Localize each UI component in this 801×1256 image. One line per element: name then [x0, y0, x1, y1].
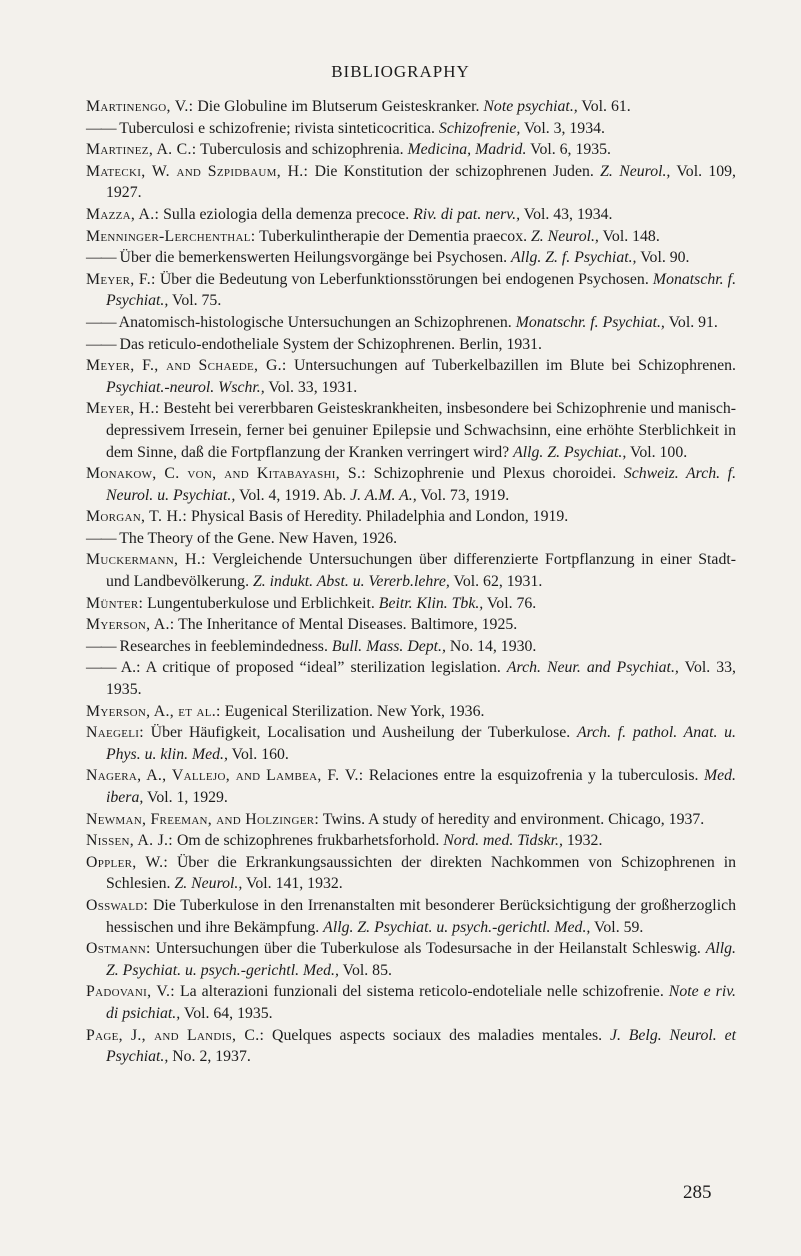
entry-journal: Note e riv. di psichiat., [106, 983, 736, 1022]
entry-author: Padovani, V.: [86, 983, 175, 1001]
entry-title: Über die bemerkenswerten Heilungsvorgänge bei Psychosen. [119, 249, 508, 267]
same-author-dash: —— [86, 119, 116, 137]
entry-author: Monakow, C. von, and Kitabayashi, S.: [86, 465, 366, 483]
entry-author: Martinez, A. C.: [86, 141, 197, 159]
entry-title: Eugenical Sterilization. New York, 1936. [224, 702, 485, 720]
entry-author: Osswald: [86, 896, 149, 914]
entry-journal: Allg. Z. Psychiat. u. psych.-gerichtl. Med., [323, 918, 591, 936]
entry-title: Quelques aspects sociaux des maladies mentales. [272, 1026, 603, 1044]
entry-journal: Note psychiat., [483, 98, 578, 115]
entry-details: Vol. 33, 1931. [268, 378, 358, 396]
same-author-dash: —— [86, 637, 116, 655]
bibliography-entry [86, 636, 736, 658]
running-header: BIBLIOGRAPHY [331, 62, 470, 81]
entry-author: Myerson, A.: [86, 616, 175, 634]
bibliography-entry [86, 549, 736, 592]
entry-title: Tuberculosi e schizofrenie; rivista sinteticocritica. [119, 119, 435, 137]
entry-details: Vol. 61. [581, 98, 631, 115]
entry-title: A.: A critique of proposed “ideal” sterilization legislation. [120, 659, 501, 677]
entry-author: Meyer, H.: [86, 400, 160, 418]
entry-author: Morgan, T. H.: [86, 508, 188, 526]
entry-details: No. 2, 1937. [172, 1048, 251, 1066]
entry-title: Untersuchungen über die Tuberkulose als Todesursache in der Heilanstalt Schleswig. [155, 940, 701, 958]
entry-author: Oppler, W.: [86, 853, 169, 871]
entry-details: Vol. 59. [594, 918, 644, 936]
bibliography-entry [86, 895, 736, 938]
entry-author: Matecki, W. and Szpidbaum, H.: [86, 162, 309, 180]
entry-author: Newman, Freeman, and Holzinger: [86, 810, 320, 828]
same-author-dash: —— [86, 529, 116, 547]
bibliography-entry [86, 161, 736, 204]
entry-details: Vol. 148. [602, 227, 660, 245]
entry-details: Vol. 141, 1932. [246, 875, 343, 893]
entry-journal: Med. ibera, [106, 767, 736, 806]
entry-author: Mazza, A.: [86, 205, 160, 223]
entry-details: Vol. 4, 1919. Ab. [238, 486, 347, 504]
bibliography-entry [86, 139, 736, 161]
entry-author: Ostmann: [86, 940, 151, 958]
page-number: 285 [683, 1182, 712, 1203]
entry-title: Über die Bedeutung von Leberfunktionsstörungen bei endogenen Psychosen. [159, 270, 649, 288]
entry-details: 1932. [566, 832, 603, 850]
entry-title: Physical Basis of Heredity. Philadelphia and London, 1919. [191, 508, 569, 526]
entry-journal: Arch. Neur. and Psychiat., [506, 659, 679, 677]
entry-author: Meyer, F., and Schaede, G.: [86, 357, 287, 375]
entry-author: Münter: [86, 594, 144, 612]
bibliography-entry [86, 809, 736, 831]
bibliography-entry [86, 614, 736, 636]
entry-title: Schizophrenie und Plexus choroidei. [373, 465, 617, 483]
entry-journal: Monatschr. f. Psychiat., [106, 270, 737, 310]
entry-title: Relaciones entre la esquizofrenia y la tuberculosis. [368, 767, 699, 785]
entry-journal: Riv. di pat. nerv., [413, 205, 521, 223]
entry-details: No. 14, 1930. [449, 637, 537, 655]
bibliography-entry [86, 830, 736, 852]
entry-title: Sulla eziologia della demenza precoce. [163, 205, 410, 223]
same-author-dash: —— [86, 249, 116, 267]
entry-title: The Inheritance of Mental Diseases. Baltimore, 1925. [178, 616, 518, 634]
bibliography-entry [86, 852, 736, 895]
entry-author: Muckermann, H.: [86, 551, 206, 569]
entry-journal: Bull. Mass. Dept., [331, 637, 446, 655]
entry-title: The Theory of the Gene. New Haven, 1926. [119, 529, 398, 547]
entry-title: Om de schizophrenes frukbarhetsforhold. [176, 832, 440, 850]
entry-details: Vol. 64, 1935. [183, 1004, 273, 1022]
entry-details: Vol. 100. [629, 443, 688, 461]
entry-author: Meyer, F.: [86, 270, 156, 288]
entry-journal: Z. Neurol., [174, 875, 243, 893]
entry-journal: J. A.M. A., [350, 486, 417, 504]
bibliography-entry [86, 398, 736, 463]
entry-author: Nissen, A. J.: [86, 832, 173, 850]
bibliography-entry [86, 96, 736, 118]
entry-details: Vol. 43, 1934. [523, 205, 613, 223]
entry-journal: Z. Neurol., [600, 162, 671, 180]
entry-title: Tuberkulintherapie der Dementia praecox. [259, 227, 528, 245]
bibliography-entry [86, 312, 736, 334]
bibliography-entry [86, 938, 736, 981]
entry-title: Untersuchungen auf Tuberkelbazillen im Blute bei Schizophrenen. [293, 357, 736, 375]
entry-details: Vol. 109, 1927. [106, 162, 736, 202]
entry-journal: Schizofrenie, [438, 119, 521, 137]
entry-author: Menninger-Lerchenthal: [86, 227, 256, 245]
entry-details: Vol. 62, 1931. [453, 573, 543, 591]
entry-author: Page, J., and Landis, C.: [86, 1026, 265, 1044]
entry-title: Über Häufigkeit, Localisation und Ausheilung der Tuberkulose. [150, 724, 571, 742]
same-author-dash: —— [86, 313, 116, 331]
entry-title: Die Tuberkulose in den Irrenanstalten mit besonderer Berücksichtigung der großherzoglich hessischen und ihre Bekämpfung. [106, 896, 736, 936]
bibliography-entry [86, 722, 736, 765]
entry-title: La alterazioni funzionali del sistema reticolo-endoteliale nelle schizofrenie. [180, 983, 664, 1001]
bibliography-entry [86, 247, 736, 269]
bibliography-entry [86, 981, 736, 1024]
entry-author: Martinengo, V.: [86, 98, 194, 115]
bibliography-entry [86, 701, 736, 723]
bibliography-entry [86, 226, 736, 248]
entry-details: Vol. 6, 1935. [530, 141, 611, 159]
entry-journal: Z. Neurol., [531, 227, 599, 245]
bibliography-entry [86, 528, 736, 550]
entry-journal: Allg. Z. Psychiat., [513, 443, 627, 461]
bibliography-entry [86, 657, 736, 700]
bibliography-entry [86, 765, 736, 808]
entry-details: Vol. 33, 1935. [106, 659, 737, 699]
entry-author: Naegeli: [86, 724, 144, 742]
entry-details: Vol. 91. [668, 313, 718, 331]
entry-title: Anatomisch-histologische Untersuchungen an Schizophrenen. [118, 313, 512, 331]
entry-details: Vol. 3, 1934. [524, 119, 605, 137]
entry-title: Twins. A study of heredity and environment. Chicago, 1937. [322, 810, 705, 828]
entry-details: Vol. 90. [640, 249, 690, 267]
bibliography-entry [86, 334, 736, 356]
bibliography-entry [86, 506, 736, 528]
entry-author: Nagera, A., Vallejo, and Lambea, F. V.: [86, 767, 364, 785]
bibliography-entry [86, 118, 736, 140]
entry-title: Das reticulo-endotheliale System der Schizophrenen. Berlin, 1931. [119, 335, 542, 353]
bibliography-entry [86, 269, 736, 312]
entry-title: Über die Erkrankungsaussichten der direkten Nachkommen von Schizophrenen in Schlesien. [106, 853, 736, 893]
bibliography-entry [86, 1025, 736, 1068]
entry-journal: Psychiat.-neurol. Wschr., [106, 378, 265, 396]
bibliography-entry [86, 593, 736, 615]
entry-journal: Medicina, Madrid. [407, 141, 527, 159]
entry-journal: Allg. Z. f. Psychiat., [511, 249, 637, 267]
entry-details: Vol. 1, 1929. [146, 789, 228, 806]
same-author-dash: —— [86, 335, 116, 353]
entry-title: Die Konstitution der schizophrenen Juden. [314, 162, 594, 180]
entry-author: Myerson, A., et al.: [86, 702, 221, 720]
entry-title: Tuberculosis and schizophrenia. [200, 141, 404, 159]
entry-journal: Allg. Z. Psychiat. u. psych.-gerichtl. Med., [106, 940, 736, 979]
entry-journal: Nord. med. Tidskr., [443, 832, 563, 850]
entry-details: Vol. 85. [342, 961, 392, 979]
entry-journal: J. Belg. Neurol. et Psychiat., [106, 1026, 737, 1066]
entry-journal: Monatschr. f. Psychiat., [515, 313, 665, 331]
entry-details: Vol. 160. [231, 745, 289, 763]
same-author-dash: —— [86, 659, 116, 677]
entry-title: Besteht bei vererbbaren Geisteskrankheiten, insbesondere bei Schizophrenie und manisch-depressivem Irresein, ferner bei genuiner Epilepsie und Schwachsinn, eine erhöhte Sterblichkeit in dem Sinne, daß die Fortpflanzung der Kranken verringert wird? [106, 400, 736, 461]
entry-title: Researches in feeblemindedness. [119, 637, 328, 655]
entry-journal: Arch. f. pathol. Anat. u. Phys. u. klin. Med., [106, 724, 737, 763]
entry-title: Vergleichende Untersuchungen über differenzierte Fortpflanzung in einer Stadt- und Landbevölkerung. [106, 551, 736, 591]
bibliography-entry [86, 204, 736, 226]
entry-details: Vol. 75. [171, 292, 222, 310]
bibliography-entry [86, 355, 736, 398]
entry-journal: Beitr. Klin. Tbk., [378, 594, 484, 612]
entry-details: Vol. 76. [486, 594, 537, 612]
bibliography-list [86, 96, 736, 1068]
entry-journal: Schweiz. Arch. f. Neurol. u. Psychiat., [106, 465, 737, 504]
entry-journal: Z. indukt. Abst. u. Vererb.lehre, [252, 573, 450, 591]
entry-details: Vol. 73, 1919. [420, 486, 510, 504]
entry-title: Die Globuline im Blutserum Geisteskranker. [197, 98, 480, 115]
entry-title: Lungentuberkulose und Erblichkeit. [147, 594, 375, 612]
bibliography-entry [86, 463, 736, 506]
